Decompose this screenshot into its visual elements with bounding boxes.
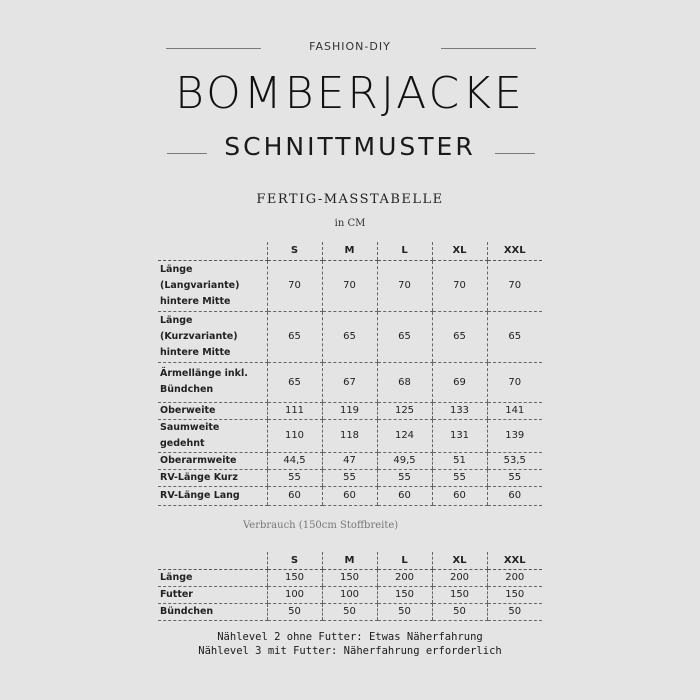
- value-cell: 50: [322, 603, 377, 620]
- size-header-xl: XL: [432, 242, 487, 260]
- value-cell: 60: [267, 486, 322, 505]
- value-cell: 55: [432, 469, 487, 486]
- value-cell: 70: [487, 362, 542, 402]
- value-cell: 67: [322, 362, 377, 402]
- table-row: [158, 311, 542, 362]
- value-cell: 131: [432, 419, 487, 452]
- value-cell: 100: [322, 586, 377, 603]
- table-row: [158, 362, 542, 402]
- size-header-s: S: [267, 552, 322, 569]
- corner-cell: [158, 552, 267, 569]
- value-cell: 118: [322, 419, 377, 452]
- size-header-xxl: XXL: [487, 552, 542, 569]
- consumption-table: [158, 552, 542, 621]
- value-cell: 60: [487, 486, 542, 505]
- value-cell: 65: [432, 311, 487, 362]
- size-header-l: L: [377, 242, 432, 260]
- brand-kicker: FASHION-DIY: [309, 40, 391, 53]
- measurement-table: [158, 242, 542, 506]
- table-row: [158, 402, 542, 419]
- measurements-title: FERTIG-MASSTABELLE: [256, 192, 444, 207]
- value-cell: 150: [267, 569, 322, 586]
- page-title: BOMBERJACKE: [175, 68, 525, 119]
- value-cell: 150: [377, 586, 432, 603]
- value-cell: 141: [487, 402, 542, 419]
- table-row: [158, 486, 542, 505]
- value-cell: 50: [377, 603, 432, 620]
- value-cell: 65: [267, 362, 322, 402]
- table-row: [158, 603, 542, 620]
- value-cell: 200: [487, 569, 542, 586]
- value-cell: 55: [487, 469, 542, 486]
- measurements-unit: in CM: [334, 218, 366, 229]
- consumption-title: Verbrauch (150cm Stoffbreite): [243, 520, 399, 531]
- table-row: [158, 419, 542, 452]
- table-row: [158, 469, 542, 486]
- value-cell: 133: [432, 402, 487, 419]
- value-cell: 50: [432, 603, 487, 620]
- size-header-m: M: [322, 242, 377, 260]
- row-label: Oberarmweite: [158, 452, 267, 469]
- value-cell: 150: [487, 586, 542, 603]
- value-cell: 150: [432, 586, 487, 603]
- row-label: Länge (Kurzvariante) hintere Mitte: [158, 311, 267, 362]
- size-header-xl: XL: [432, 552, 487, 569]
- row-label: Ärmellänge inkl. Bündchen: [158, 362, 267, 402]
- row-label: RV-Länge Lang: [158, 486, 267, 505]
- value-cell: 55: [377, 469, 432, 486]
- value-cell: 69: [432, 362, 487, 402]
- row-label: Saumweite gedehnt: [158, 419, 267, 452]
- sewing-level-note-2: Nählevel 3 mit Futter: Näherfahrung erforderlich: [198, 645, 502, 657]
- value-cell: 125: [377, 402, 432, 419]
- table-row: [158, 569, 542, 586]
- table-row: [158, 586, 542, 603]
- value-cell: 65: [377, 311, 432, 362]
- value-cell: 119: [322, 402, 377, 419]
- value-cell: 70: [432, 260, 487, 311]
- value-cell: 70: [487, 260, 542, 311]
- value-cell: 60: [377, 486, 432, 505]
- value-cell: 100: [267, 586, 322, 603]
- value-cell: 49,5: [377, 452, 432, 469]
- table-row: [158, 452, 542, 469]
- value-cell: 70: [267, 260, 322, 311]
- row-label: Oberweite: [158, 402, 267, 419]
- size-header-s: S: [267, 242, 322, 260]
- value-cell: 200: [377, 569, 432, 586]
- value-cell: 55: [322, 469, 377, 486]
- value-cell: 70: [322, 260, 377, 311]
- value-cell: 47: [322, 452, 377, 469]
- row-label: Futter: [158, 586, 267, 603]
- row-label: RV-Länge Kurz: [158, 469, 267, 486]
- table-row: [158, 260, 542, 311]
- value-cell: 68: [377, 362, 432, 402]
- value-cell: 70: [377, 260, 432, 311]
- sewing-level-note-1: Nählevel 2 ohne Futter: Etwas Näherfahrung: [217, 631, 483, 643]
- row-label: Bündchen: [158, 603, 267, 620]
- corner-cell: [158, 242, 267, 260]
- value-cell: 50: [267, 603, 322, 620]
- value-cell: 110: [267, 419, 322, 452]
- page-subtitle: SCHNITTMUSTER: [224, 132, 476, 161]
- value-cell: 60: [432, 486, 487, 505]
- value-cell: 50: [487, 603, 542, 620]
- value-cell: 139: [487, 419, 542, 452]
- value-cell: 65: [267, 311, 322, 362]
- size-header-xxl: XXL: [487, 242, 542, 260]
- value-cell: 200: [432, 569, 487, 586]
- value-cell: 60: [322, 486, 377, 505]
- value-cell: 51: [432, 452, 487, 469]
- size-header-l: L: [377, 552, 432, 569]
- value-cell: 150: [322, 569, 377, 586]
- value-cell: 65: [322, 311, 377, 362]
- row-label: Länge: [158, 569, 267, 586]
- value-cell: 53,5: [487, 452, 542, 469]
- value-cell: 44,5: [267, 452, 322, 469]
- value-cell: 111: [267, 402, 322, 419]
- value-cell: 55: [267, 469, 322, 486]
- value-cell: 124: [377, 419, 432, 452]
- value-cell: 65: [487, 311, 542, 362]
- row-label: Länge (Langvariante) hintere Mitte: [158, 260, 267, 311]
- size-header-m: M: [322, 552, 377, 569]
